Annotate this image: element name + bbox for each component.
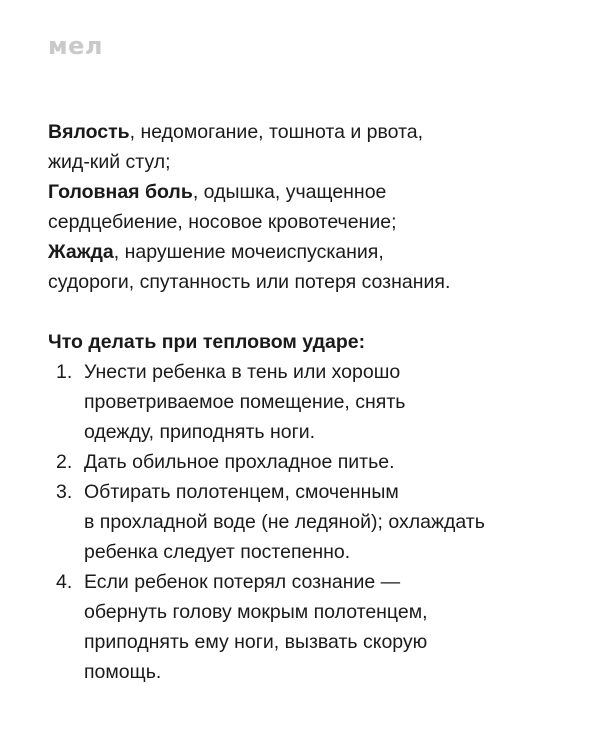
symptom-line: судороги, спутанность или потеря сознания. [48,271,451,293]
list-item [48,477,578,567]
step-line: Унести ребенка в тень или хорошо [84,361,401,383]
symptom-keyword: Вялость [48,121,130,143]
step-line: Дать обильное прохладное питье. [84,451,395,473]
list-item [48,357,578,447]
symptom-line [48,177,578,207]
symptom-text: , недомогание, тошнота и рвота, [129,121,424,143]
article-body [48,117,578,687]
steps-list [48,357,578,687]
step-number: 1. [56,361,73,383]
step-line: помощь. [84,661,162,683]
step-number: 4. [56,571,73,593]
step-line: приподнять ему ноги, вызвать скорую [84,631,428,653]
symptom-text: , нарушение мочеиспускания, [113,241,384,263]
symptom-keyword: Жажда [48,241,114,263]
symptoms-list [48,117,578,297]
step-line: одежду, приподнять ноги. [84,421,316,443]
step-number: 2. [56,451,73,473]
step-line: Если ребенок потерял сознание — [84,571,401,593]
symptom-keyword: Головная боль [48,181,193,203]
brand-logo: мел [48,32,103,60]
symptom-line: жид-кий стул; [48,151,171,173]
symptom-line [48,117,578,147]
step-line: проветриваемое помещение, снять [84,391,406,413]
step-line: обернуть голову мокрым полотенцем, [84,601,428,623]
step-line: Обтирать полотенцем, смоченным [84,481,399,503]
list-item [48,567,578,687]
step-number: 3. [56,481,73,503]
symptom-text: , одышка, учащенное [192,181,387,203]
step-line: ребенка следует постепенно. [84,541,351,563]
symptom-line: сердцебиение, носовое кровотечение; [48,211,397,233]
section-title: Что делать при тепловом ударе: [48,331,366,353]
list-item [48,447,578,477]
symptom-line [48,237,578,267]
step-line: в прохладной воде (не ледяной); охлаждать [84,511,485,533]
